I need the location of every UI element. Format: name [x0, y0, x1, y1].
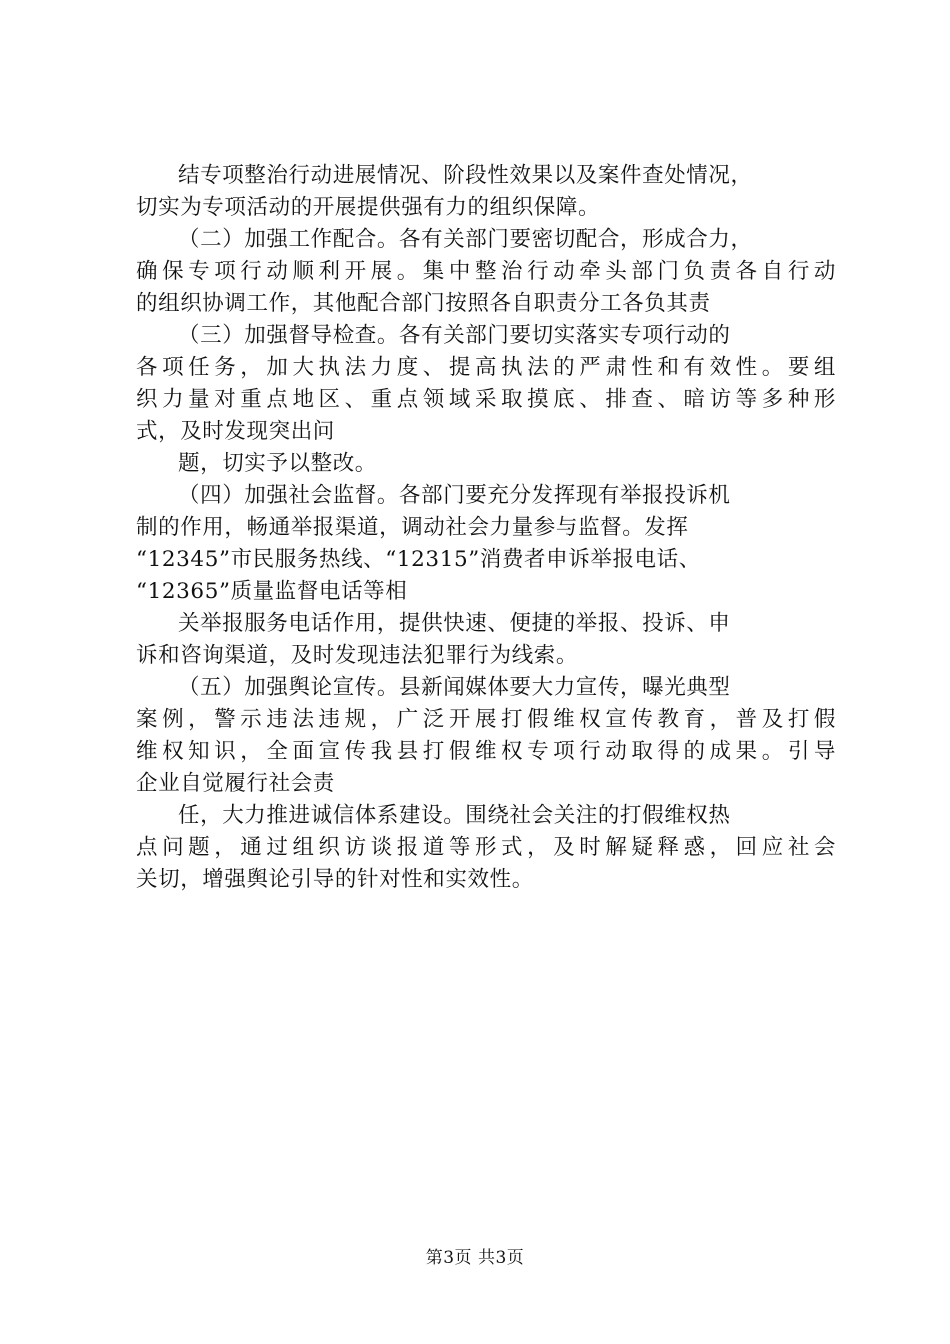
text-line: 结专项整治行动进展情况、阶段性效果以及案件查处情况， [178, 163, 753, 188]
text-line: 点问题，通过组织访谈报道等形式，及时解疑释惑，回应社会 [136, 835, 836, 860]
paragraph-heading-2: （二）加强工作配合。各有关部门要密切配合，形成合力， [178, 227, 753, 252]
page-number-footer: 第3页 共3页 [425, 1248, 525, 1268]
text-line: 切实为专项活动的开展提供强有力的组织保障。 [136, 195, 601, 220]
text-line: 题，切实予以整改。 [178, 451, 377, 476]
text-line: 式，及时发现突出问 [136, 419, 335, 444]
text-line: 关切，增强舆论引导的针对性和实效性。 [136, 867, 534, 892]
text-line: “12365”质量监督电话等相 [136, 579, 408, 604]
paragraph-heading-4: （四）加强社会监督。各部门要充分发挥现有举报投诉机 [178, 483, 731, 508]
paragraph-heading-3: （三）加强督导检查。各有关部门要切实落实专项行动的 [178, 323, 731, 348]
text-line: 维权知识，全面宣传我县打假维权专项行动取得的成果。引导 [136, 739, 836, 764]
text-line: 确保专项行动顺利开展。集中整治行动牵头部门负责各自行动 [136, 259, 836, 284]
text-line: “12345”市民服务热线、“12315”消费者申诉举报电话、 [136, 547, 701, 572]
text-line: 的组织协调工作，其他配合部门按照各自职责分工各负其责 [136, 291, 711, 316]
text-line: 织力量对重点地区、重点领域采取摸底、排查、暗访等多种形 [136, 387, 836, 412]
text-line: 案例，警示违法违规，广泛开展打假维权宣传教育，普及打假 [136, 707, 836, 732]
body-text [136, 160, 836, 896]
text-line: 任，大力推进诚信体系建设。围绕社会关注的打假维权热 [178, 803, 731, 828]
text-line: 企业自觉履行社会责 [136, 771, 335, 796]
text-line: 关举报服务电话作用，提供快速、便捷的举报、投诉、申 [178, 611, 731, 636]
text-line: 诉和咨询渠道，及时发现违法犯罪行为线索。 [136, 643, 579, 668]
paragraph-heading-5: （五）加强舆论宣传。县新闻媒体要大力宣传，曝光典型 [178, 675, 731, 700]
text-line: 制的作用，畅通举报渠道，调动社会力量参与监督。发挥 [136, 515, 689, 540]
text-line: 各项任务，加大执法力度、提高执法的严肃性和有效性。要组 [136, 355, 836, 380]
